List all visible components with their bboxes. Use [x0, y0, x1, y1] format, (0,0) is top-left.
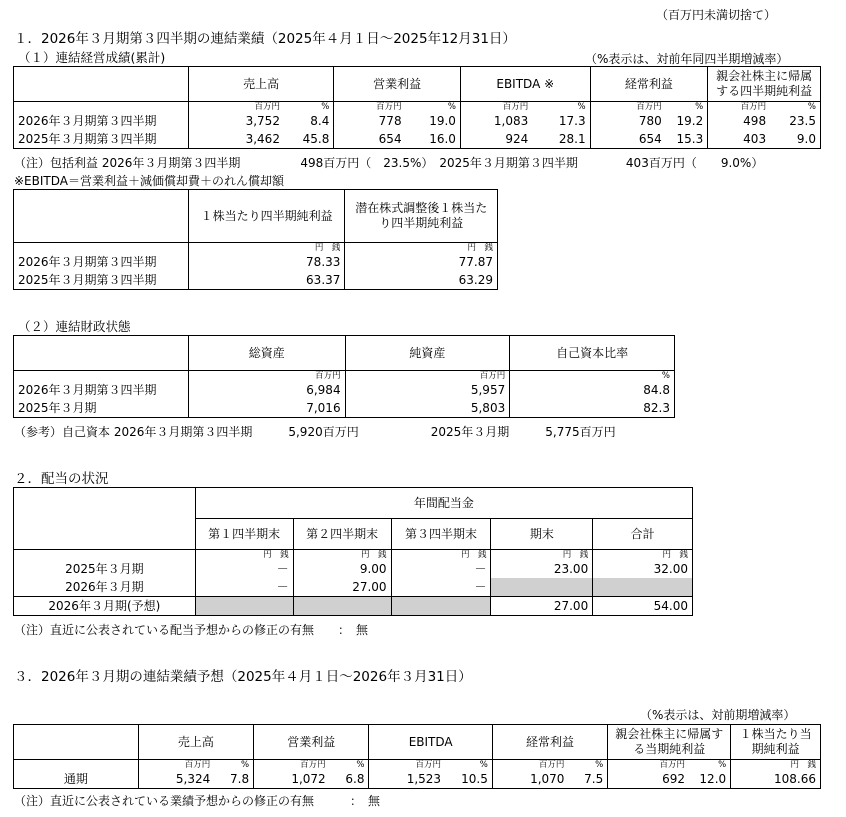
unit-note: （百万円未満切捨て） — [656, 8, 777, 22]
cell: 5,803 — [345, 399, 510, 418]
cell: 17.3 — [558, 114, 586, 128]
cell — [195, 597, 293, 616]
eps-header-basic: １株当たり四半期純利益 — [188, 190, 345, 243]
eps-unit-blank — [14, 243, 189, 254]
dividend-table — [13, 487, 693, 616]
cell: 403 — [708, 130, 770, 149]
forecast-unit-blank — [14, 760, 139, 771]
forecast-unit: 百万円 — [659, 760, 686, 770]
forecast-header-ordinary-profit: 経常利益 — [492, 725, 607, 760]
cell: 1,070 — [492, 770, 568, 789]
dividend-unit: 円 銭 — [593, 550, 693, 561]
fin-unit: % — [510, 371, 675, 382]
row-label: 2025年３月期第３四半期 — [14, 271, 189, 290]
section1-title: １．2026年３月期第３四半期の連結業績（2025年４月１日～2025年12月31日） — [14, 31, 516, 47]
forecast-unit: 百万円 — [538, 760, 565, 770]
cell: － — [195, 578, 293, 597]
forecast-unit: % — [214, 760, 253, 771]
forecast-unit: % — [568, 760, 607, 771]
cell — [593, 578, 693, 597]
forecast-header-net-income: 親会社株主に帰属する当期純利益 — [608, 725, 731, 760]
cell: 780 — [590, 112, 666, 130]
cell: 1,083 — [460, 112, 532, 130]
forecast-header-ebitda: EBITDA — [369, 725, 492, 760]
table-row — [14, 578, 693, 597]
results-header-operating-profit: 営業利益 — [334, 67, 461, 102]
forecast-unit: % — [445, 760, 492, 771]
forecast-unit: 円 銭 — [731, 760, 821, 771]
row-label: 通期 — [14, 770, 139, 789]
cell — [491, 578, 593, 597]
table-row — [14, 597, 693, 616]
cell: 78.33 — [188, 253, 345, 271]
dividend-header-q2: 第２四半期末 — [293, 519, 391, 550]
cell: 23.00 — [491, 560, 593, 578]
forecast-unit: 百万円 — [300, 760, 326, 770]
cell: 10.5 — [445, 770, 492, 789]
dividend-unit: 円 銭 — [293, 550, 391, 561]
forecast-unit: 百万円 — [415, 760, 442, 770]
cell: 654 — [590, 130, 666, 149]
cell: 7.5 — [568, 770, 607, 789]
ebitda-definition-note: ※EBITDA＝営業利益＋減価償却費＋のれん償却額 — [14, 174, 284, 188]
cell: 7,016 — [188, 399, 345, 418]
equity-reference-note: （参考）自己資本 2026年３月期第３四半期 5,920百万円 2025年３月期 5,775百万円 — [14, 425, 616, 439]
results-unit-blank — [14, 102, 189, 113]
financial-position-table — [13, 335, 675, 418]
section3-title: ３．2026年３月期の連結業績予想（2025年４月１日～2026年３月31日） — [14, 669, 472, 685]
dividend-header-q3: 第３四半期末 — [391, 519, 491, 550]
fin-unit-blank — [14, 371, 189, 382]
table-row — [14, 112, 821, 130]
comprehensive-income-note: （注）包括利益 2026年３月期第３四半期 498百万円（ 23.5%） 2025年３月期第３四半期 403百万円（ 9.0%） — [14, 156, 764, 170]
fin-unit: 百万円 — [188, 371, 345, 382]
row-label: 2026年３月期 — [14, 578, 196, 597]
dividend-unit-blank — [14, 550, 196, 561]
row-label: 2026年３月期第３四半期 — [14, 253, 189, 271]
table-row — [14, 399, 675, 418]
cell: 45.8 — [284, 130, 334, 149]
eps-unit: 円 銭 — [188, 243, 345, 254]
results-unit: % — [577, 102, 586, 112]
fin-header-blank — [14, 336, 189, 371]
table-row — [14, 253, 498, 271]
cell: 6,984 — [188, 381, 345, 399]
results-unit: 百万円 — [188, 102, 284, 113]
dividend-header-q1: 第１四半期末 — [195, 519, 293, 550]
row-label: 2026年３月期第３四半期 — [14, 112, 189, 130]
cell: 54.00 — [593, 597, 693, 616]
forecast-unit: 百万円 — [184, 760, 211, 770]
forecast-note: （注）直近に公表されている業績予想からの修正の有無 ： 無 — [14, 794, 381, 808]
results-unit: % — [695, 102, 704, 112]
results-unit: 百万円 — [334, 102, 406, 113]
cell: 654 — [334, 130, 406, 149]
cell: 15.3 — [666, 130, 708, 149]
table-row — [14, 560, 693, 578]
forecast-header-operating-profit: 営業利益 — [254, 725, 369, 760]
row-label: 2025年３月期 — [14, 560, 196, 578]
cell: 82.3 — [510, 399, 675, 418]
results-unit: 百万円 — [708, 102, 770, 113]
results-table — [13, 66, 821, 149]
eps-table — [13, 189, 498, 290]
eps-unit: 円 銭 — [345, 243, 498, 254]
forecast-header-blank — [14, 725, 139, 760]
cell: 23.5 — [770, 112, 820, 130]
fin-header-total-assets: 総資産 — [188, 336, 345, 371]
results-unit: 百万円 — [460, 102, 532, 113]
cell: 778 — [334, 112, 406, 130]
cell: 19.2 — [676, 114, 704, 128]
dividend-header-year-end: 期末 — [491, 519, 593, 550]
fin-header-equity-ratio: 自己資本比率 — [510, 336, 675, 371]
results-unit: 百万円 — [590, 102, 666, 113]
cell: 32.00 — [593, 560, 693, 578]
cell: 1,523 — [369, 770, 445, 789]
results-header-ebitda: EBITDA ※ — [460, 67, 590, 102]
cell: 19.0 — [429, 114, 456, 128]
cell — [391, 597, 491, 616]
cell: 6.8 — [330, 770, 369, 789]
cell: － — [195, 560, 293, 578]
cell: 27.00 — [491, 597, 593, 616]
forecast-header-sales: 売上高 — [138, 725, 253, 760]
cell: 16.0 — [406, 130, 461, 149]
row-label: 2026年３月期第３四半期 — [14, 381, 189, 399]
table-row — [14, 130, 821, 149]
fin-header-net-assets: 純資産 — [345, 336, 510, 371]
cell: 1,072 — [254, 770, 330, 789]
cell: － — [391, 560, 491, 578]
section3-right-note: （%表示は、対前期増減率） — [640, 708, 796, 722]
dividend-note: （注）直近に公表されている配当予想からの修正の有無 ： 無 — [14, 623, 369, 637]
cell: 5,324 — [138, 770, 214, 789]
fin-unit: 百万円 — [345, 371, 510, 382]
dividend-unit: 円 銭 — [391, 550, 491, 561]
dividend-group-header: 年間配当金 — [195, 488, 692, 519]
results-header-sales: 売上高 — [188, 67, 334, 102]
cell: 108.66 — [731, 770, 821, 789]
forecast-unit: % — [689, 760, 731, 771]
cell: 8.4 — [310, 114, 330, 128]
results-header-ordinary-profit: 経常利益 — [590, 67, 708, 102]
section1-sub1-title: （１）連結経営成績(累計) — [18, 50, 166, 65]
row-label: 2025年３月期 — [14, 399, 189, 418]
table-row — [14, 770, 821, 789]
cell: － — [391, 578, 491, 597]
cell: 77.87 — [345, 253, 498, 271]
cell: 9.00 — [293, 560, 391, 578]
cell: 3,752 — [188, 112, 284, 130]
cell: 12.0 — [689, 770, 731, 789]
dividend-unit: 円 銭 — [491, 550, 593, 561]
cell: 692 — [608, 770, 689, 789]
forecast-header-eps: １株当たり当期純利益 — [731, 725, 821, 760]
dividend-header-blank — [14, 488, 196, 550]
eps-header-diluted: 潜在株式調整後１株当たり四半期純利益 — [345, 190, 498, 243]
row-label: 2025年３月期第３四半期 — [14, 130, 189, 149]
results-header-blank — [14, 67, 189, 102]
cell: 7.8 — [214, 770, 253, 789]
cell: 5,957 — [345, 381, 510, 399]
table-row — [14, 271, 498, 290]
eps-header-blank — [14, 190, 189, 243]
cell: 28.1 — [532, 130, 590, 149]
table-row — [14, 381, 675, 399]
forecast-table — [13, 724, 821, 789]
section1-sub1-right-note: （%表示は、対前年同四半期増減率） — [585, 52, 789, 66]
dividend-header-total: 合計 — [593, 519, 693, 550]
cell: 84.8 — [510, 381, 675, 399]
section1-sub2-title: （２）連結財政状態 — [18, 319, 131, 334]
dividend-unit: 円 銭 — [195, 550, 293, 561]
cell: 63.37 — [188, 271, 345, 290]
cell: 498 — [708, 112, 770, 130]
cell: 3,462 — [188, 130, 284, 149]
cell: 924 — [460, 130, 532, 149]
results-unit: % — [447, 102, 456, 112]
cell: 63.29 — [345, 271, 498, 290]
forecast-unit: % — [330, 760, 369, 771]
row-label: 2026年３月期(予想) — [14, 597, 196, 616]
results-unit: % — [321, 102, 330, 112]
results-unit: % — [770, 102, 820, 113]
cell: 27.00 — [293, 578, 391, 597]
cell: 9.0 — [770, 130, 820, 149]
cell — [293, 597, 391, 616]
results-header-net-income: 親会社株主に帰属する四半期純利益 — [708, 67, 821, 102]
section2-title: ２．配当の状況 — [14, 471, 109, 487]
